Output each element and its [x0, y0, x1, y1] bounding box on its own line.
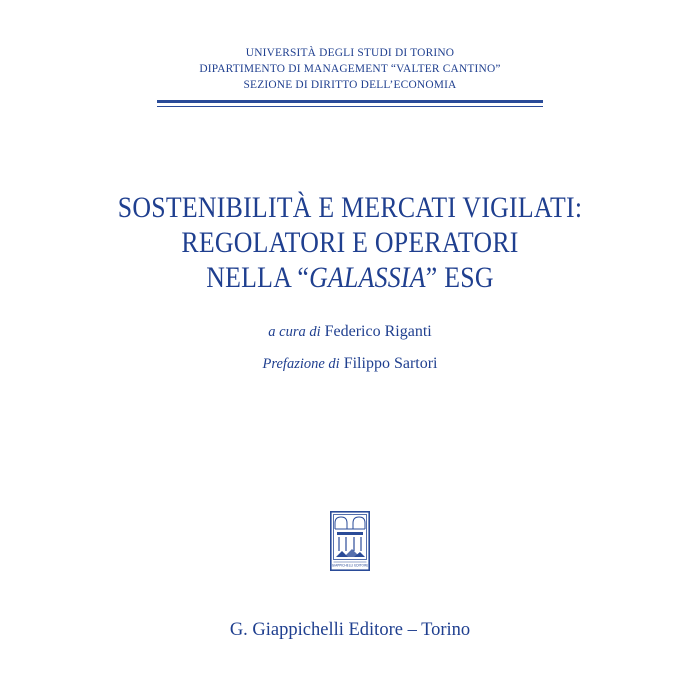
editor-role: a cura di [268, 324, 321, 340]
title-line-1: SOSTENIBILITÀ E MERCATI VIGILATI: [117, 191, 583, 224]
university-name: UNIVERSITÀ DEGLI STUDI DI TORINO [245, 47, 455, 59]
title-line-3 [49, 263, 651, 293]
header-rule-thin [157, 106, 543, 107]
preface-credit [0, 355, 700, 373]
title-line-3-italic: GALASSIA [309, 261, 426, 294]
publisher-seal-caption: GIAPPICHELLI EDITORE [331, 563, 369, 568]
department-name: DIPARTIMENTO DI MANAGEMENT “VALTER CANTINO” [199, 63, 501, 75]
title-line-2: REGOLATORI E OPERATORI [181, 226, 519, 259]
title-line-3-prefix: NELLA “ [206, 261, 310, 294]
title-line-3-suffix: ” ESG [425, 261, 494, 294]
publisher-name: G. Giappichelli Editore – Torino [229, 620, 471, 640]
preface-name: Filippo Sartori [343, 355, 438, 372]
publisher-seal-icon [330, 511, 370, 571]
section-name: SEZIONE DI DIRITTO DELL’ECONOMIA [243, 79, 457, 91]
preface-role: Prefazione di [262, 356, 340, 372]
editor-name: Federico Riganti [324, 323, 432, 340]
header-rule-thick [157, 100, 543, 103]
editor-credit [0, 323, 700, 341]
